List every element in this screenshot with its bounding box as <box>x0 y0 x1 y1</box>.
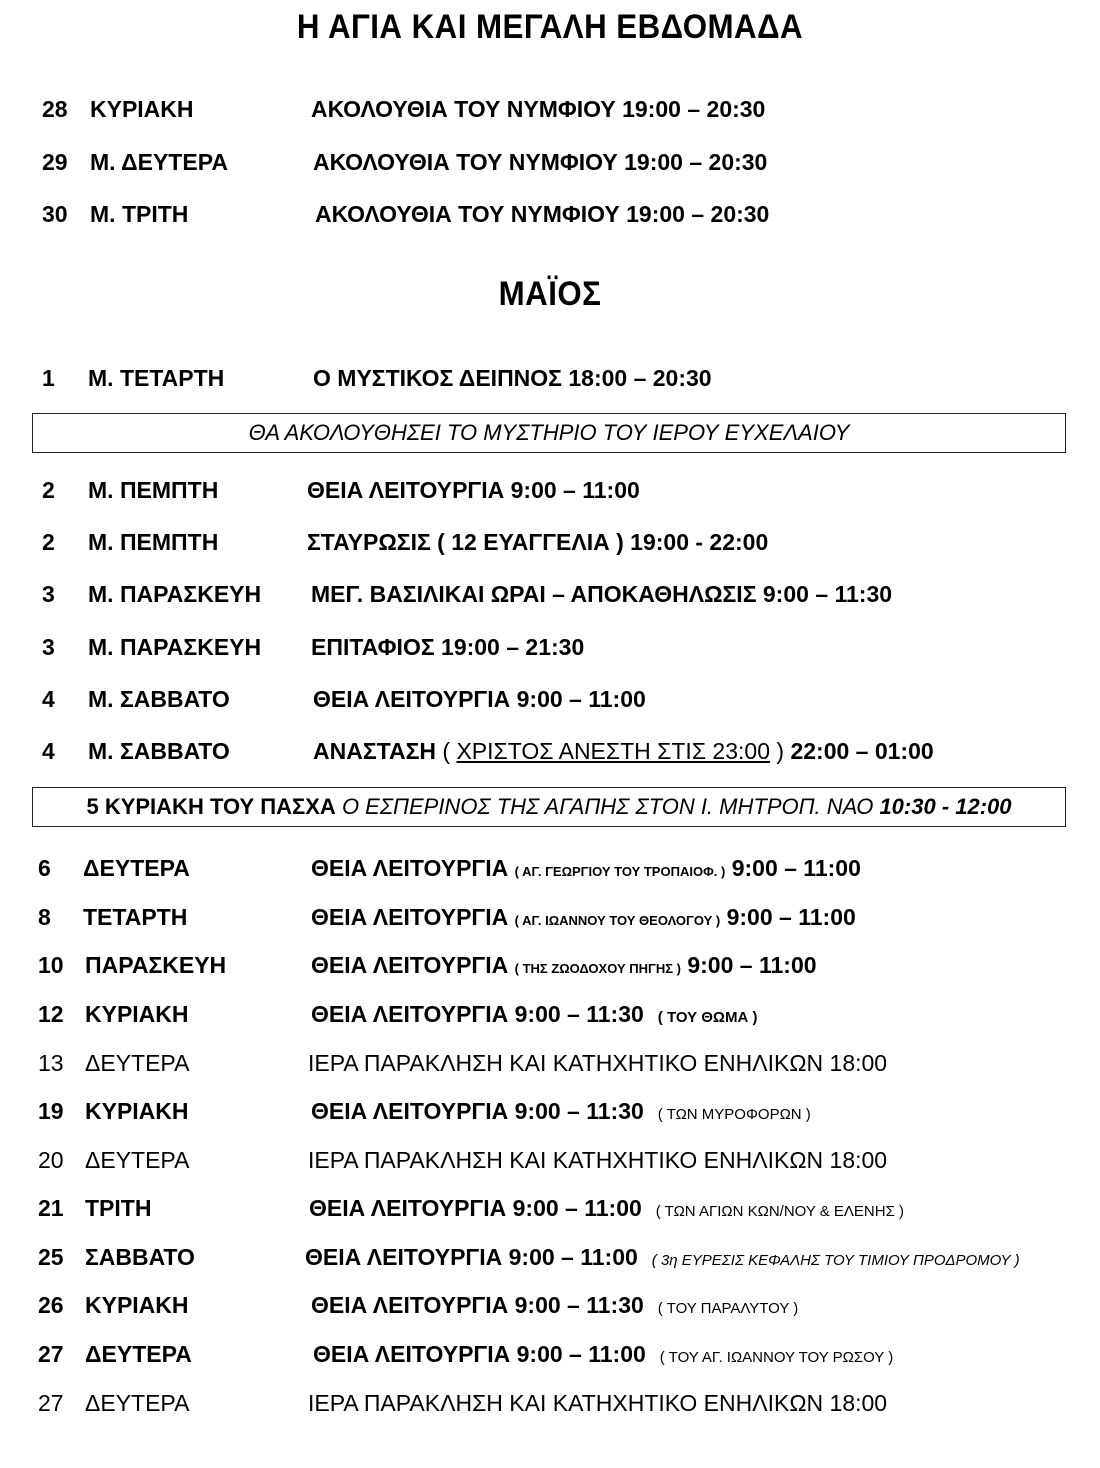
row-day: 3 <box>42 581 55 607</box>
row-service: ΜΕΓ. ΒΑΣΙΛΙΚΑΙ ΩΡΑΙ – ΑΠΟΚΑΘΗΛΩΣΙΣ 9:00 – 11:30 <box>311 581 893 607</box>
service-name: ΘΕΙΑ ΛΕΙΤΟΥΡΓΙΑ 9:00 – 11:00 <box>309 1195 642 1221</box>
resurrection-note: ΧΡΙΣΤΟΣ ΑΝΕΣΤΗ ΣΤΙΣ 23:00 <box>456 738 770 764</box>
row-day: 13 <box>38 1050 64 1076</box>
row-day: 4 <box>42 738 55 764</box>
pascha-box <box>32 787 1066 827</box>
service-commemoration: ( ΤΟΥ ΘΩΜΑ ) <box>657 1009 758 1026</box>
schedule-row <box>0 897 1100 937</box>
row-service <box>305 1237 1020 1281</box>
row-day: 20 <box>38 1147 64 1173</box>
service-commemoration: ( ΤΩΝ ΜΥΡΟΦΟΡΩΝ ) <box>657 1106 811 1123</box>
schedule-row <box>0 358 1100 398</box>
row-day-name: ΔΕΥΤΕΡΑ <box>85 1341 192 1367</box>
row-service: ΙΕΡΑ ΠΑΡΑΚΛΗΣΗ ΚΑΙ ΚΑΤΗΧΗΤΙΚΟ ΕΝΗΛΙΚΩΝ 18:00 <box>308 1147 888 1173</box>
unction-notice-box: ΘΑ ΑΚΟΛΟΥΘΗΣΕΙ ΤΟ ΜΥΣΤΗΡΙΟ ΤΟΥ ΙΕΡΟΥ ΕΥΧΕΛΑΙΟΥ <box>32 413 1066 453</box>
service-name: ΘΕΙΑ ΛΕΙΤΟΥΡΓΙΑ <box>311 952 509 978</box>
row-day-name: Μ. ΣΑΒΒΑΤΟ <box>88 738 230 764</box>
row-day-name: ΚΥΡΙΑΚΗ <box>90 96 194 122</box>
row-day-name: ΔΕΥΤΕΡΑ <box>85 1147 190 1173</box>
row-day: 3 <box>42 634 55 660</box>
service-name: ΘΕΙΑ ΛΕΙΤΟΥΡΓΙΑ 9:00 – 11:00 <box>313 1341 646 1367</box>
row-day: 1 <box>42 365 55 391</box>
schedule-row <box>0 470 1100 510</box>
service-commemoration: ( ΤΟΥ ΠΑΡΑΛΥΤΟΥ ) <box>657 1300 799 1317</box>
schedule-row <box>0 142 1100 182</box>
row-day-name: Μ. ΠΕΜΠΤΗ <box>88 477 219 503</box>
row-service: ΑΚΟΛΟΥΘΙΑ ΤΟΥ ΝΥΜΦΙΟΥ 19:00 – 20:30 <box>313 149 768 175</box>
row-service <box>313 1334 893 1378</box>
service-time: 9:00 – 11:00 <box>726 904 856 930</box>
service-commemoration: ( ΤΟΥ ΑΓ. ΙΩΑΝΝΟΥ ΤΟΥ ΡΩΣΟΥ ) <box>659 1349 894 1366</box>
service-name: ΘΕΙΑ ΛΕΙΤΟΥΡΓΙΑ 9:00 – 11:30 <box>311 1098 644 1124</box>
service-time: 9:00 – 11:00 <box>731 855 861 881</box>
row-service <box>311 1285 798 1329</box>
paren-open: ( <box>442 738 451 764</box>
row-service <box>311 848 861 892</box>
row-service <box>311 945 817 989</box>
schedule-row <box>0 994 1100 1034</box>
schedule-row <box>0 627 1100 667</box>
row-service <box>309 1188 904 1232</box>
row-day-name: Μ. ΣΑΒΒΑΤΟ <box>88 686 230 712</box>
row-service <box>311 897 856 941</box>
row-day: 8 <box>38 904 51 930</box>
schedule-row <box>0 945 1100 985</box>
row-service <box>311 994 757 1038</box>
row-service: ΑΚΟΛΟΥΘΙΑ ΤΟΥ ΝΥΜΦΙΟΥ 19:00 – 20:30 <box>315 201 770 227</box>
row-day-name: ΚΥΡΙΑΚΗ <box>85 1292 189 1318</box>
row-service: ΣΤΑΥΡΩΣΙΣ ( 12 ΕΥΑΓΓΕΛΙΑ ) 19:00 - 22:00 <box>307 529 769 555</box>
schedule-row <box>0 1188 1100 1228</box>
row-day: 27 <box>38 1341 64 1367</box>
month-title: ΜΑΪΟΣ <box>498 275 602 313</box>
row-day-name: Μ. ΠΑΡΑΣΚΕΥΗ <box>88 634 262 660</box>
row-day-name: ΣΑΒΒΑΤΟ <box>85 1244 195 1270</box>
row-day-name: ΔΕΥΤΕΡΑ <box>83 855 190 881</box>
service-saint: ( ΑΓ. ΙΩΑΝΝΟΥ ΤΟΥ ΘΕΟΛΟΓΟΥ ) <box>514 913 721 928</box>
row-day-name: Μ. ΤΕΤΑΡΤΗ <box>88 365 225 391</box>
row-day-name: Μ. ΔΕΥΤΕΡΑ <box>90 149 228 175</box>
row-day: 2 <box>42 529 55 555</box>
row-day: 2 <box>42 477 55 503</box>
row-day: 29 <box>42 149 68 175</box>
schedule-row <box>0 522 1100 562</box>
service-name: ΑΝΑΣΤΑΣΗ <box>313 738 436 764</box>
service-name: ΘΕΙΑ ΛΕΙΤΟΥΡΓΙΑ 9:00 – 11:00 <box>305 1244 638 1270</box>
row-service: ΕΠΙΤΑΦΙΟΣ 19:00 – 21:30 <box>311 634 585 660</box>
service-commemoration: ( 3η ΕΥΡΕΣΙΣ ΚΕΦΑΛΗΣ ΤΟΥ ΤΙΜΙΟΥ ΠΡΟΔΡΟΜΟΥ ) <box>651 1252 1020 1269</box>
row-day-name: ΚΥΡΙΑΚΗ <box>85 1098 189 1124</box>
row-day-name: Μ. ΤΡΙΤΗ <box>90 201 189 227</box>
row-day-name: ΤΕΤΑΡΤΗ <box>83 904 188 930</box>
service-name: ΘΕΙΑ ΛΕΙΤΟΥΡΓΙΑ <box>311 855 509 881</box>
row-day: 6 <box>38 855 51 881</box>
row-day-name: Μ. ΠΑΡΑΣΚΕΥΗ <box>88 581 262 607</box>
schedule-row <box>0 1334 1100 1374</box>
paren-close: ) <box>776 738 785 764</box>
row-day: 28 <box>42 96 68 122</box>
schedule-row <box>0 1285 1100 1325</box>
row-day-name: ΔΕΥΤΕΡΑ <box>85 1390 190 1416</box>
row-service: ΑΚΟΛΟΥΘΙΑ ΤΟΥ ΝΥΜΦΙΟΥ 19:00 – 20:30 <box>311 96 766 122</box>
schedule-row <box>0 1383 1100 1423</box>
pascha-time: 10:30 - 12:00 <box>879 794 1012 819</box>
schedule-row <box>0 194 1100 234</box>
schedule-row <box>0 1237 1100 1277</box>
service-saint: ( ΑΓ. ΓΕΩΡΓΙΟΥ ΤΟΥ ΤΡΟΠΑΙΟΦ. ) <box>514 864 726 879</box>
schedule-row <box>0 1140 1100 1180</box>
row-day: 19 <box>38 1098 64 1124</box>
row-service: ΙΕΡΑ ΠΑΡΑΚΛΗΣΗ ΚΑΙ ΚΑΤΗΧΗΤΙΚΟ ΕΝΗΛΙΚΩΝ 18:00 <box>308 1050 888 1076</box>
row-service: ΘΕΙΑ ΛΕΙΤΟΥΡΓΙΑ 9:00 – 11:00 <box>313 686 646 712</box>
row-day: 27 <box>38 1390 64 1416</box>
schedule-row <box>0 848 1100 888</box>
service-name: ΘΕΙΑ ΛΕΙΤΟΥΡΓΙΑ 9:00 – 11:30 <box>311 1001 644 1027</box>
service-name: ΘΕΙΑ ΛΕΙΤΟΥΡΓΙΑ <box>311 904 509 930</box>
row-day: 10 <box>38 952 64 978</box>
schedule-row <box>0 1043 1100 1083</box>
row-day-name: ΤΡΙΤΗ <box>85 1195 152 1221</box>
page-title: Η ΑΓΙΑ ΚΑΙ ΜΕΓΑΛΗ ΕΒΔΟΜΑΔΑ <box>296 8 804 46</box>
schedule-row <box>0 89 1100 129</box>
row-day-name: ΠΑΡΑΣΚΕΥΗ <box>85 952 227 978</box>
row-day: 30 <box>42 201 68 227</box>
row-day: 25 <box>38 1244 64 1270</box>
row-day: 12 <box>38 1001 64 1027</box>
row-service: ΙΕΡΑ ΠΑΡΑΚΛΗΣΗ ΚΑΙ ΚΑΤΗΧΗΤΙΚΟ ΕΝΗΛΙΚΩΝ 18:00 <box>308 1390 888 1416</box>
pascha-lead: 5 ΚΥΡΙΑΚΗ ΤΟΥ ΠΑΣΧΑ <box>86 794 336 819</box>
service-commemoration: ( ΤΩΝ ΑΓΙΩΝ ΚΩΝ/ΝΟΥ & ΕΛΕΝΗΣ ) <box>655 1203 905 1220</box>
schedule-row <box>0 574 1100 614</box>
row-day-name: ΔΕΥΤΕΡΑ <box>85 1050 190 1076</box>
row-service: Ο ΜΥΣΤΙΚΟΣ ΔΕΙΠΝΟΣ 18:00 – 20:30 <box>313 365 712 391</box>
service-name: ΘΕΙΑ ΛΕΙΤΟΥΡΓΙΑ 9:00 – 11:30 <box>311 1292 644 1318</box>
row-day-name: Μ. ΠΕΜΠΤΗ <box>88 529 219 555</box>
service-saint: ( ΤΗΣ ΖΩΟΔΟΧΟΥ ΠΗΓΗΣ ) <box>514 961 681 976</box>
schedule-row-resurrection <box>0 731 1100 771</box>
service-time: 22:00 – 01:00 <box>790 738 934 764</box>
row-service <box>313 731 934 771</box>
row-service <box>311 1091 811 1135</box>
row-service: ΘΕΙΑ ΛΕΙΤΟΥΡΓΙΑ 9:00 – 11:00 <box>307 477 640 503</box>
row-day: 26 <box>38 1292 64 1318</box>
schedule-row <box>0 1091 1100 1131</box>
row-day: 4 <box>42 686 55 712</box>
service-time: 9:00 – 11:00 <box>687 952 817 978</box>
schedule-row <box>0 679 1100 719</box>
row-day-name: ΚΥΡΙΑΚΗ <box>85 1001 189 1027</box>
row-day: 21 <box>38 1195 64 1221</box>
pascha-vespers: Ο ΕΣΠΕΡΙΝΟΣ ΤΗΣ ΑΓΑΠΗΣ ΣΤΟΝ Ι. ΜΗΤΡΟΠ. ΝΑΟ <box>341 794 874 819</box>
